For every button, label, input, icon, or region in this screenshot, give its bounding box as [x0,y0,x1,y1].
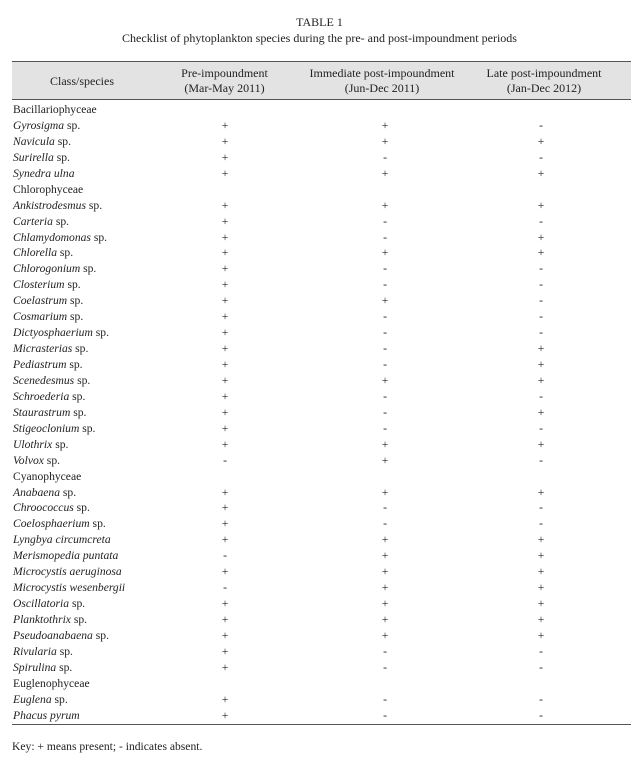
species-suffix: sp. [52,437,69,451]
immediate-post-mark: + [381,373,389,387]
species-suffix: sp. [67,310,84,324]
immediate-post-mark: + [381,533,389,547]
late-post-mark: - [539,644,543,658]
species-suffix: sp. [67,294,84,308]
immediate-post-mark: - [383,342,387,356]
pre-impoundment-mark: - [223,581,227,595]
species-row [12,309,631,325]
species-genus: Staurastrum [13,405,71,419]
immediate-post-mark: - [383,214,387,228]
species-genus: Scenedesmus [13,373,75,387]
late-post-mark: - [539,118,543,132]
pre-impoundment-mark: + [221,533,229,547]
species-name [13,341,88,357]
species-row [12,516,631,532]
species-suffix: sp. [92,628,109,642]
immediate-post-mark: + [381,134,389,148]
species-name [13,134,71,150]
species-name [13,373,90,389]
late-post-mark: + [537,134,545,148]
late-post-mark: + [537,565,545,579]
species-suffix: sp. [92,326,109,340]
species-genus: Chroococcus [13,501,74,515]
species-genus: Micrasterias [13,342,73,356]
species-name [13,214,69,230]
species-genus: Coelastrum [13,294,68,308]
species-genus: Ankistrodesmus [13,198,86,212]
species-suffix: sp. [73,501,90,515]
species-row [12,150,631,166]
species-name [13,421,95,437]
immediate-post-mark: + [381,437,389,451]
immediate-post-mark: + [381,294,389,308]
immediate-post-mark: - [383,517,387,531]
species-genus: Closterium [13,278,65,292]
species-suffix: sp. [86,198,103,212]
late-post-mark: - [539,214,543,228]
species-suffix: sp. [53,150,70,164]
species-genus: Stigeoclonium [13,421,80,435]
pre-impoundment-mark: - [223,453,227,467]
late-post-mark: - [539,278,543,292]
late-post-mark: + [537,549,545,563]
late-post-mark: + [537,437,545,451]
late-post-mark: + [537,613,545,626]
pre-impoundment-mark: + [221,644,229,658]
species-suffix: sp. [66,358,83,371]
pre-impoundment-mark: + [221,166,229,180]
species-row [12,660,631,676]
species-name [13,118,80,134]
species-row [12,532,631,548]
species-suffix: sp. [72,342,89,356]
late-post-mark: + [537,533,545,547]
species-name [13,644,73,660]
species-name [13,453,60,469]
species-row [12,548,631,564]
species-name [13,660,72,676]
species-genus: Lyngbya circumcreta [13,533,111,547]
species-row [12,564,631,580]
species-genus: Spirulina [13,660,57,674]
late-post-mark: - [539,389,543,403]
table-caption: Checklist of phytoplankton species during the pre- and post-impoundment periods [122,31,517,45]
pre-impoundment-mark: + [221,150,229,164]
species-suffix: sp. [64,118,81,132]
immediate-post-mark: - [383,150,387,164]
species-name [13,532,111,548]
pre-impoundment-mark: + [221,358,229,371]
late-post-mark: + [537,373,545,387]
late-post-mark: + [537,581,545,595]
species-table [12,61,631,725]
header-class-species: Class/species [50,74,114,88]
pre-impoundment-mark: + [221,262,229,276]
species-genus: Microcystis wesenbergii [13,581,126,595]
species-genus: Planktothrix [13,613,71,626]
class-row: Euglenophyceae [13,676,90,690]
species-suffix: sp. [79,421,96,435]
species-suffix: sp. [43,453,61,467]
pre-impoundment-mark: + [221,246,229,260]
immediate-post-mark: - [383,421,387,435]
late-post-mark: - [539,310,543,324]
species-suffix: sp. [70,613,88,626]
immediate-post-mark: - [383,278,387,292]
species-row [12,692,631,708]
table-label: TABLE 1 [296,15,343,29]
immediate-post-mark: + [381,549,389,563]
species-row [12,325,631,341]
species-genus: Volvox [13,453,44,467]
pre-impoundment-mark: + [221,373,229,387]
species-row [12,421,631,437]
species-row [12,198,631,214]
species-genus: Dictyosphaerium [13,326,93,340]
pre-impoundment-mark: + [221,421,229,435]
species-row [12,485,631,501]
pre-impoundment-mark: + [221,134,229,148]
species-name [13,612,87,628]
species-row [12,612,631,628]
late-post-mark: + [537,597,545,611]
species-row [12,245,631,261]
species-name [13,230,107,246]
species-name [13,245,73,261]
immediate-post-mark: + [381,565,389,579]
table-header [12,62,631,99]
species-row [12,373,631,389]
late-post-mark: + [537,342,545,356]
immediate-post-mark: + [381,166,389,180]
pre-impoundment-mark: + [221,692,229,706]
species-genus: Anabaena [13,485,61,499]
species-genus: Phacus pyrum [13,708,80,722]
late-post-mark: - [539,150,543,164]
pre-impoundment-mark: + [221,405,229,419]
immediate-post-mark: - [383,358,387,371]
species-name [13,309,83,325]
species-name [13,437,68,453]
late-post-mark: - [539,262,543,276]
immediate-post-mark: + [381,485,389,499]
species-name [13,150,70,166]
immediate-post-mark: - [383,501,387,515]
pre-impoundment-mark: + [221,628,229,642]
species-row [12,437,631,453]
species-genus: Coelosphaerium [13,517,90,531]
species-row [12,628,631,644]
immediate-post-mark: + [381,453,389,467]
late-post-mark: + [537,246,545,260]
species-genus: Microcystis aeruginosa [13,565,122,579]
species-suffix: sp. [64,278,81,292]
late-post-mark: + [537,485,545,499]
immediate-post-mark: + [381,628,389,642]
species-row [12,357,631,373]
pre-impoundment-mark: - [223,549,227,563]
species-genus: Oscillatoria [13,597,70,611]
species-row [12,118,631,134]
species-row [12,596,631,612]
species-suffix: sp. [74,373,91,387]
immediate-post-mark: + [381,597,389,611]
species-suffix: sp. [89,517,106,531]
species-row [12,389,631,405]
immediate-post-mark: - [383,708,387,722]
species-genus: Cosmarium [13,310,68,324]
immediate-post-mark: - [383,326,387,340]
late-post-mark: - [539,453,543,467]
species-name [13,198,102,214]
late-post-mark: - [539,692,543,706]
pre-impoundment-mark: + [221,501,229,515]
species-suffix: sp. [57,246,74,260]
pre-impoundment-mark: + [221,485,229,499]
species-genus: Ulothrix [13,437,53,451]
pre-impoundment-mark: + [221,326,229,340]
species-suffix: sp. [56,644,73,658]
immediate-post-mark: - [383,660,387,674]
late-post-mark: - [539,708,543,722]
species-name [13,485,76,501]
pre-impoundment-mark: + [221,118,229,132]
species-row [12,214,631,230]
species-genus: Pediastrum [13,358,67,371]
pre-impoundment-mark: + [221,565,229,579]
species-suffix: sp. [51,692,68,706]
species-row [12,134,631,150]
species-row [12,580,631,596]
late-post-mark: - [539,517,543,531]
pre-impoundment-mark: + [221,278,229,292]
class-row: Chlorophyceae [13,182,84,196]
species-genus: Euglena [13,692,52,706]
species-genus: Chlorogonium [13,262,81,276]
species-row [12,261,631,277]
species-genus: Surirella [13,150,54,164]
species-row [12,166,631,182]
late-post-mark: - [539,421,543,435]
late-post-mark: + [537,230,545,244]
species-name [13,357,83,373]
late-post-mark: - [539,294,543,308]
pre-impoundment-mark: + [221,437,229,451]
species-name [13,405,86,421]
late-post-mark: - [539,660,543,674]
species-genus: Pseudoanabaena [13,628,93,642]
pre-impoundment-mark: + [221,708,229,722]
species-name [13,261,96,277]
species-suffix: sp. [54,134,71,148]
pre-impoundment-mark: + [221,389,229,403]
late-post-mark: + [537,198,545,212]
pre-impoundment-mark: + [221,660,229,674]
species-row [12,277,631,293]
header-immediate-post-impoundment: Immediate post-impoundment (Jun-Dec 2011) [309,66,455,95]
species-suffix: sp. [52,214,70,228]
pre-impoundment-mark: + [221,342,229,356]
species-name [13,564,122,580]
immediate-post-mark: - [383,405,387,419]
pre-impoundment-mark: + [221,294,229,308]
table-body [12,102,631,724]
immediate-post-mark: - [383,389,387,403]
species-row [12,500,631,516]
species-name [13,166,75,182]
species-suffix: sp. [90,230,108,244]
late-post-mark: + [537,628,545,642]
table-key: Key: + means present; - indicates absent. [12,740,203,753]
species-genus: Chlamydomonas [13,230,91,244]
late-post-mark: - [539,326,543,340]
pre-impoundment-mark: + [221,613,229,626]
species-row [12,230,631,246]
immediate-post-mark: + [381,118,389,132]
pre-impoundment-mark: + [221,517,229,531]
species-name [13,596,85,612]
species-name [13,293,83,309]
species-name [13,325,109,341]
species-name [13,500,90,516]
species-suffix: sp. [69,389,86,403]
species-suffix: sp. [69,597,86,611]
species-name [13,389,85,405]
immediate-post-mark: - [383,310,387,324]
immediate-post-mark: - [383,692,387,706]
species-genus: Rivularia [13,644,57,658]
immediate-post-mark: + [381,581,389,595]
immediate-post-mark: - [383,644,387,658]
species-name [13,692,68,708]
header-rule [12,99,631,100]
late-post-mark: + [537,358,545,371]
species-suffix: sp. [60,485,77,499]
species-row [12,453,631,469]
species-row [12,293,631,309]
species-name [13,548,118,564]
species-genus: Merismopedia puntata [13,549,119,563]
species-genus: Schroederia [13,389,70,403]
species-row [12,644,631,660]
class-row: Cyanophyceae [13,469,82,483]
species-row [12,341,631,357]
pre-impoundment-mark: + [221,214,229,228]
immediate-post-mark: - [383,230,387,244]
species-genus: Gyrosigma [13,118,65,132]
species-suffix: sp. [70,405,87,419]
pre-impoundment-mark: + [221,310,229,324]
species-name [13,277,81,293]
pre-impoundment-mark: + [221,597,229,611]
class-row: Bacillariophyceae [13,103,97,116]
header-late-post-impoundment: Late post-impoundment (Jan-Dec 2012) [486,66,602,95]
species-genus: Synedra ulna [13,166,75,180]
pre-impoundment-mark: + [221,198,229,212]
bottom-rule [12,724,631,725]
species-name [13,628,109,644]
species-suffix: sp. [56,660,73,674]
species-suffix: sp. [80,262,97,276]
immediate-post-mark: + [381,198,389,212]
immediate-post-mark: + [381,246,389,260]
species-genus: Carteria [13,214,53,228]
species-row [12,708,631,724]
species-genus: Chlorella [13,246,58,260]
late-post-mark: - [539,501,543,515]
species-name [13,580,125,596]
header-pre-impoundment: Pre-impoundment (Mar-May 2011) [181,66,268,95]
late-post-mark: + [537,166,545,180]
species-genus: Navicula [13,134,55,148]
immediate-post-mark: - [383,262,387,276]
species-name [13,516,106,532]
immediate-post-mark: + [381,613,389,626]
late-post-mark: + [537,405,545,419]
pre-impoundment-mark: + [221,230,229,244]
species-name [13,708,80,724]
species-row [12,405,631,421]
